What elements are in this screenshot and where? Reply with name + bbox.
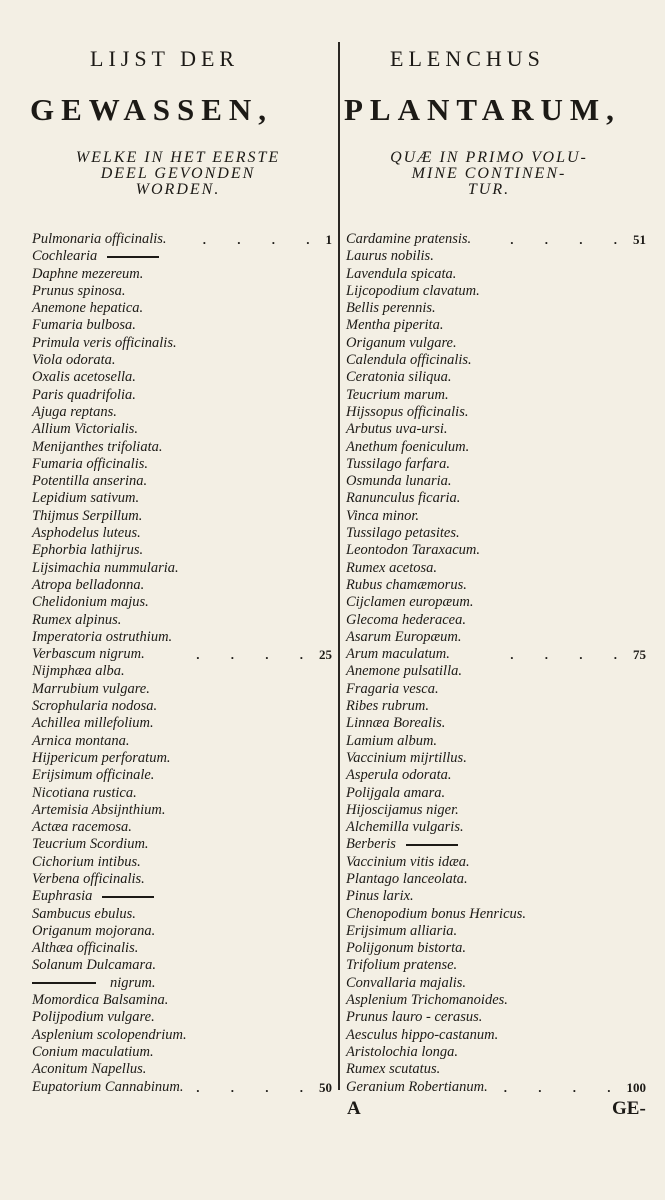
page-number: 25 — [319, 647, 332, 663]
plant-name: Primula veris officinalis. — [32, 334, 177, 351]
plant-entry — [32, 681, 332, 698]
plant-entry — [346, 577, 646, 594]
plant-entry — [346, 473, 646, 490]
plant-entry — [32, 577, 332, 594]
plant-entry — [32, 594, 332, 611]
plant-entry — [32, 266, 332, 283]
plant-entry — [346, 923, 646, 940]
leader-dots: . . . . — [503, 1079, 625, 1095]
plant-entry — [32, 525, 332, 542]
plant-name: Lijcopodium clavatum. — [346, 282, 480, 299]
plant-name: Prunus spinosa. — [32, 282, 126, 299]
plant-name: Rumex acetosa. — [346, 559, 437, 576]
plant-entry — [32, 646, 332, 663]
plant-entry — [346, 750, 646, 767]
plant-name: Ajuga reptans. — [32, 403, 117, 420]
plant-entry — [346, 819, 646, 836]
plant-entry — [346, 283, 646, 300]
plant-name: Verbascum nigrum. — [32, 646, 145, 663]
plant-name: Vaccinium mijrtillus. — [346, 749, 467, 766]
plant-entry — [346, 854, 646, 871]
plant-name: Alchemilla vulgaris. — [346, 819, 464, 836]
plant-entry — [346, 785, 646, 802]
plant-name: Trifolium pratense. — [346, 957, 458, 974]
plant-entry — [32, 335, 332, 352]
plant-entry — [346, 266, 646, 283]
plant-entry — [346, 421, 646, 438]
left-heading-2: GEWASSEN, — [30, 92, 274, 127]
plant-entry — [346, 888, 646, 905]
plant-name: Plantago lanceolata. — [346, 870, 468, 887]
plant-entry — [32, 387, 332, 404]
plant-name: Menijanthes trifoliata. — [32, 438, 163, 455]
plant-name: Erijsimum officinale. — [32, 767, 155, 784]
plant-name: Vinca minor. — [346, 507, 420, 524]
page-number: 51 — [633, 232, 646, 247]
plant-entry — [346, 871, 646, 888]
plant-entry — [32, 300, 332, 317]
plant-entry — [346, 508, 646, 525]
plant-entry — [346, 733, 646, 750]
plant-name: Cardamine pratensis. — [346, 231, 472, 247]
plant-name: Cijclamen europæum. — [346, 594, 474, 611]
plant-entry — [346, 490, 646, 507]
plant-name: Actæa racemosa. — [32, 819, 132, 836]
plant-name: Teucrium Scordium. — [32, 836, 149, 853]
plant-entry — [32, 1044, 332, 1061]
right-plant-list — [346, 231, 646, 1096]
left-heading-1: LIJST DER — [90, 46, 240, 71]
plant-entry — [346, 594, 646, 611]
plant-name: Bellis perennis. — [346, 300, 436, 317]
plant-entry — [346, 317, 646, 334]
plant-name: Scrophularia nodosa. — [32, 698, 158, 715]
plant-name: Leontodon Taraxacum. — [346, 542, 480, 559]
plant-name: Eupatorium Cannabinum. — [32, 1078, 184, 1095]
plant-name: Allium Victorialis. — [32, 421, 139, 438]
plant-name: Fumaria bulbosa. — [32, 317, 136, 334]
plant-name: Oxalis acetosella. — [32, 369, 136, 386]
plant-name: Asplenium Trichomanoides. — [346, 992, 508, 1009]
plant-name: Cochlearia — [32, 248, 98, 265]
plant-name: Convallaria majalis. — [346, 974, 467, 991]
plant-name: Laurus nobilis. — [346, 248, 434, 265]
plant-entry — [346, 698, 646, 715]
plant-name: Anemone pulsatilla. — [346, 663, 462, 680]
leader-dots: . . . . — [202, 232, 324, 247]
plant-entry — [346, 369, 646, 386]
plant-name: Osmunda lunaria. — [346, 473, 452, 490]
ditto-rule — [107, 256, 159, 258]
plant-entry — [32, 1061, 332, 1078]
plant-name: Polijgala amara. — [346, 784, 446, 801]
plant-name: nigrum. — [110, 974, 156, 991]
plant-name: Hijssopus officinalis. — [346, 403, 469, 420]
plant-entry — [32, 404, 332, 421]
plant-entry — [346, 681, 646, 698]
plant-entry — [32, 542, 332, 559]
plant-name: Lijsimachia nummularia. — [32, 559, 179, 576]
signature-mark: A — [347, 1098, 361, 1119]
plant-name: Origanum mojorana. — [32, 922, 156, 939]
left-subheading-line: WORDEN. — [135, 181, 221, 198]
plant-name: Paris quadrifolia. — [32, 386, 136, 403]
plant-name: Arbutus uva-ursi. — [346, 421, 448, 438]
plant-name: Asperula odorata. — [346, 767, 452, 784]
plant-name: Asphodelus luteus. — [32, 525, 141, 542]
plant-entry — [346, 1027, 646, 1044]
plant-entry — [346, 542, 646, 559]
plant-entry — [32, 560, 332, 577]
plant-entry — [346, 1009, 646, 1026]
ditto-rule — [406, 844, 458, 846]
plant-entry — [32, 957, 332, 974]
plant-name: Chelidonium majus. — [32, 594, 149, 611]
plant-entry — [32, 923, 332, 940]
plant-name: Verbena officinalis. — [32, 870, 145, 887]
plant-name: Anethum foeniculum. — [346, 438, 470, 455]
plant-entry — [32, 906, 332, 923]
plant-entry — [346, 906, 646, 923]
plant-name: Arum maculatum. — [346, 646, 450, 663]
plant-name: Euphrasia — [32, 888, 93, 905]
plant-entry — [346, 248, 646, 265]
plant-entry — [346, 387, 646, 404]
plant-entry — [346, 992, 646, 1009]
plant-entry — [32, 1027, 332, 1044]
plant-entry — [346, 715, 646, 732]
right-subheading — [344, 150, 634, 198]
plant-entry — [346, 767, 646, 784]
plant-name: Thijmus Serpillum. — [32, 507, 143, 524]
plant-entry — [32, 940, 332, 957]
plant-entry — [32, 352, 332, 369]
plant-entry — [32, 888, 332, 905]
plant-entry — [346, 940, 646, 957]
left-subheading-line: WELKE IN HET EERSTE — [75, 149, 281, 166]
plant-entry — [346, 836, 646, 853]
plant-name: Ephorbia lathijrus. — [32, 542, 144, 559]
plant-name: Polijgonum bistorta. — [346, 940, 467, 957]
plant-name: Lavendula spicata. — [346, 265, 457, 282]
page-number: 100 — [626, 1079, 646, 1095]
plant-name: Pulmonaria officinalis. — [32, 231, 167, 247]
plant-name: Imperatoria ostruthium. — [32, 628, 173, 645]
plant-name: Lamium album. — [346, 732, 438, 749]
plant-name: Fumaria officinalis. — [32, 455, 148, 472]
plant-entry — [346, 629, 646, 646]
plant-name: Hijpericum perforatum. — [32, 749, 171, 766]
plant-name: Mentha piperita. — [346, 317, 444, 334]
plant-name: Artemisia Absijnthium. — [32, 801, 166, 818]
plant-entry — [32, 785, 332, 802]
plant-entry — [32, 975, 332, 992]
plant-name: Tussilago farfara. — [346, 455, 450, 472]
plant-name: Aristolochia longa. — [346, 1043, 458, 1060]
right-subheading-line: MINE CONTINEN- — [411, 165, 567, 182]
plant-entry — [32, 871, 332, 888]
right-subheading-line: QUÆ IN PRIMO VOLU- — [390, 149, 588, 166]
plant-entry — [32, 819, 332, 836]
plant-name: Anemone hepatica. — [32, 300, 144, 317]
plant-name: Tussilago petasites. — [346, 525, 460, 542]
plant-name: Chenopodium bonus Henricus. — [346, 905, 527, 922]
plant-name: Lepidium sativum. — [32, 490, 140, 507]
plant-entry — [32, 767, 332, 784]
plant-entry — [32, 698, 332, 715]
plant-entry — [32, 1009, 332, 1026]
plant-entry — [32, 612, 332, 629]
plant-name: Ceratonia siliqua. — [346, 369, 452, 386]
plant-entry — [346, 646, 646, 663]
plant-name: Geranium Robertianum. — [346, 1078, 488, 1095]
leader-dots: . . . . — [510, 232, 631, 247]
plant-entry — [32, 369, 332, 386]
right-subheading-line: TUR. — [467, 181, 511, 198]
plant-entry — [346, 300, 646, 317]
plant-name: Vaccinium vitis idæa. — [346, 853, 470, 870]
right-heading-2: PLANTARUM, — [344, 92, 621, 127]
plant-name: Sambucus ebulus. — [32, 905, 136, 922]
plant-name: Teucrium marum. — [346, 386, 449, 403]
plant-name: Achillea millefolium. — [32, 715, 154, 732]
plant-name: Linnæa Borealis. — [346, 715, 446, 732]
leader-dots: . . . . — [510, 647, 631, 663]
plant-name: Prunus lauro - cerasus. — [346, 1009, 483, 1026]
catchword: GE- — [612, 1098, 646, 1119]
plant-entry — [32, 490, 332, 507]
plant-name: Nijmphæa alba. — [32, 663, 125, 680]
right-heading-1: ELENCHUS — [390, 46, 545, 71]
plant-entry — [32, 317, 332, 334]
plant-entry — [32, 421, 332, 438]
plant-entry — [346, 1044, 646, 1061]
plant-entry — [32, 854, 332, 871]
plant-entry — [346, 663, 646, 680]
plant-entry — [346, 1061, 646, 1078]
plant-entry — [32, 715, 332, 732]
plant-entry — [346, 404, 646, 421]
ditto-rule — [102, 896, 154, 898]
plant-name: Arnica montana. — [32, 732, 130, 749]
plant-entry — [32, 802, 332, 819]
plant-entry — [32, 473, 332, 490]
plant-name: Origanum vulgare. — [346, 334, 457, 351]
plant-entry — [346, 335, 646, 352]
left-subheading — [28, 150, 328, 198]
plant-name: Daphne mezereum. — [32, 265, 144, 282]
plant-name: Aesculus hippo-castanum. — [346, 1026, 499, 1043]
plant-name: Ribes rubrum. — [346, 698, 429, 715]
plant-name: Hijoscijamus niger. — [346, 801, 459, 818]
plant-entry — [346, 352, 646, 369]
plant-entry — [346, 975, 646, 992]
plant-entry — [32, 231, 332, 248]
ditto-rule — [32, 982, 96, 984]
plant-name: Calendula officinalis. — [346, 352, 472, 369]
plant-name: Berberis — [346, 836, 396, 853]
plant-entry — [32, 836, 332, 853]
plant-entry — [346, 231, 646, 248]
plant-entry — [32, 1079, 332, 1096]
plant-entry — [32, 663, 332, 680]
plant-entry — [346, 957, 646, 974]
plant-name: Polijpodium vulgare. — [32, 1009, 155, 1026]
plant-entry — [346, 1079, 646, 1096]
plant-name: Rumex alpinus. — [32, 611, 122, 628]
plant-entry — [346, 802, 646, 819]
plant-entry — [32, 248, 332, 265]
plant-entry — [32, 283, 332, 300]
page-number: 50 — [319, 1079, 332, 1095]
plant-name: Glecoma hederacea. — [346, 611, 466, 628]
leader-dots: . . . . — [196, 647, 317, 663]
plant-name: Nicotiana rustica. — [32, 784, 137, 801]
plant-name: Cichorium intibus. — [32, 853, 141, 870]
plant-name: Asplenium scolopendrium. — [32, 1026, 187, 1043]
plant-name: Erijsimum alliaria. — [346, 922, 458, 939]
plant-name: Fragaria vesca. — [346, 680, 439, 697]
plant-entry — [346, 560, 646, 577]
plant-name: Solanum Dulcamara. — [32, 957, 157, 974]
plant-name: Rubus chamæmorus. — [346, 576, 467, 593]
plant-entry — [32, 508, 332, 525]
left-plant-list — [32, 231, 332, 1096]
plant-entry — [32, 439, 332, 456]
plant-name: Viola odorata. — [32, 352, 116, 369]
plant-entry — [346, 525, 646, 542]
plant-name: Potentilla anserina. — [32, 473, 148, 490]
plant-name: Rumex scutatus. — [346, 1061, 441, 1078]
plant-entry — [32, 750, 332, 767]
plant-name: Aconitum Napellus. — [32, 1061, 147, 1078]
page-number: 75 — [633, 647, 646, 663]
plant-name: Ranunculus ficaria. — [346, 490, 461, 507]
plant-entry — [32, 629, 332, 646]
plant-entry — [346, 439, 646, 456]
plant-entry — [32, 992, 332, 1009]
plant-name: Marrubium vulgare. — [32, 680, 150, 697]
leader-dots: . . . . — [196, 1079, 317, 1095]
plant-entry — [32, 733, 332, 750]
page-number: 1 — [325, 232, 332, 247]
left-subheading-line: DEEL GEVONDEN — [100, 165, 256, 182]
plant-name: Pinus larix. — [346, 888, 414, 905]
plant-name: Momordica Balsamina. — [32, 992, 169, 1009]
plant-entry — [346, 456, 646, 473]
plant-name: Atropa belladonna. — [32, 576, 145, 593]
column-divider — [338, 42, 340, 1090]
plant-name: Conium maculatium. — [32, 1043, 154, 1060]
plant-entry — [32, 456, 332, 473]
plant-name: Althæa officinalis. — [32, 940, 139, 957]
plant-entry — [346, 612, 646, 629]
plant-name: Asarum Europæum. — [346, 628, 462, 645]
